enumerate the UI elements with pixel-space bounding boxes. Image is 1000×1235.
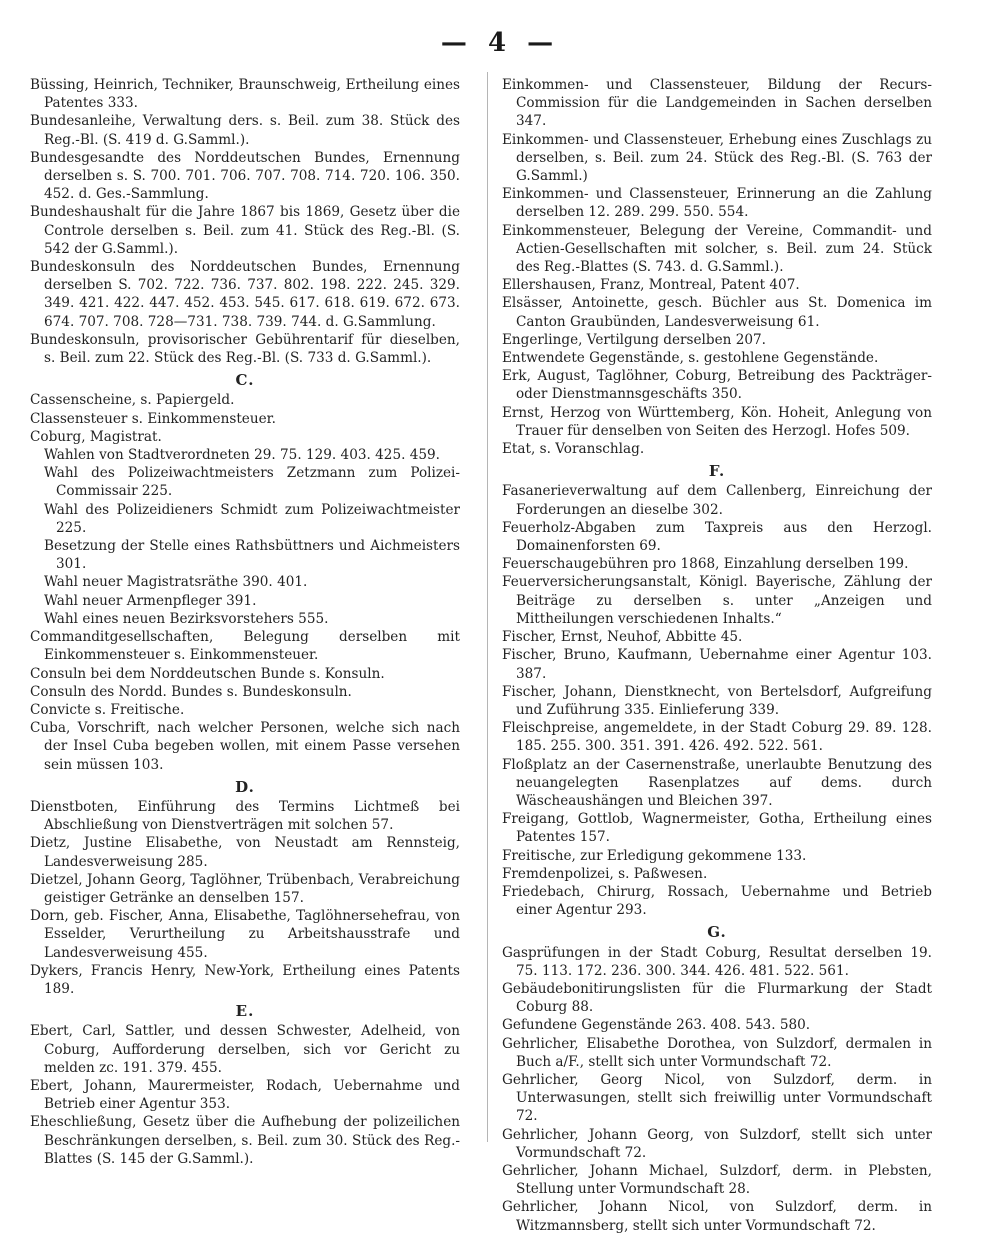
section-letter: C. xyxy=(235,371,255,390)
index-entry: Floßplatz an der Casernenstraße, unerlaubte Benutzung des neuangelegten Rasenplatzes auf dems. durch Wäscheaushängen und Bleichen 397. xyxy=(502,756,932,809)
index-entry: Ellershausen, Franz, Montreal, Patent 407. xyxy=(502,277,800,294)
index-entry: Classensteuer s. Einkommensteuer. xyxy=(30,410,276,427)
index-entry: Fremdenpolizei, s. Paßwesen. xyxy=(502,865,708,882)
index-entry: Freitische, zur Erledigung gekommene 133. xyxy=(502,847,807,864)
index-entry: Gehrlicher, Johann Michael, Sulzdorf, derm. in Plebsten, Stellung unter Vormundschaft 28. xyxy=(502,1162,932,1198)
index-entry: Coburg, Magistrat. xyxy=(30,428,162,445)
index-entry: Etat, s. Voranschlag. xyxy=(502,441,645,458)
index-entry: Fischer, Bruno, Kaufmann, Uebernahme einer Agentur 103. 387. xyxy=(502,647,932,682)
index-entry: Fleischpreise, angemeldete, in der Stadt Coburg 29. 89. 128. 185. 255. 300. 351. 391. 426. 492. 522. 561. xyxy=(502,720,932,755)
index-entry: Einkommensteuer, Belegung der Vereine, Commandit- und Actien-Gesellschaften mit solcher, s. Beil. zum 24. Stück des Reg.-Blattes (S. 743. d. G.Samml.). xyxy=(502,222,932,276)
index-entry: Feuerholz-Abgaben zum Taxpreis aus den Herzogl. Domainenforsten 69. xyxy=(502,519,932,555)
index-entry: Bundeskonsuln des Norddeutschen Bundes, Ernennung derselben S. 702. 722. 736. 737. 802. 198. 222. 245. 329. 349. 421. 422. 447. 452. 453. 545. 617. 618. 619. 672. 673. 674. 707. 708. 728—731. 738. 739. 744. d. G.Sammlung. xyxy=(30,259,460,330)
index-entry: Bundesanleihe, Verwaltung ders. s. Beil. zum 38. Stück des Reg.-Bl. (S. 419 d. G.Samml.). xyxy=(30,113,460,148)
left-column xyxy=(30,76,460,1168)
right-column xyxy=(502,76,932,1235)
index-entry: Gehrlicher, Elisabethe Dorothea, von Sulzdorf, dermalen in Buch a/F., stellt sich unter Vormundschaft 72. xyxy=(502,1035,932,1070)
index-entry: Eheschließung, Gesetz über die Aufhebung der polizeilichen Beschränkungen derselben, s. Beil. zum 30. Stück des Reg.-Blattes (S. 145 der G.Samml.). xyxy=(30,1114,460,1167)
index-entry: Gebäudebonitirungslisten für die Flurmarkung der Stadt Coburg 88. xyxy=(502,980,932,1016)
index-entry: Feuerversicherungsanstalt, Königl. Bayerische, Zählung der Beiträge zu derselben s. unter „Anzeigen und Mittheilungen verschiedenen Inhalts.“ xyxy=(502,574,932,627)
index-entry: Bundeskonsuln, provisorischer Gebührentarif für dieselben, s. Beil. zum 22. Stück des Reg.-Bl. (S. 733 d. G.Samml.). xyxy=(30,331,460,367)
section-letter: G. xyxy=(707,923,727,942)
index-entry: Entwendete Gegenstände, s. gestohlene Gegenstände. xyxy=(502,350,879,367)
index-entry: Dienstboten, Einführung des Termins Lichtmeß bei Abschließung von Dienstverträgen mit solchen 57. xyxy=(30,798,460,834)
index-entry: Dorn, geb. Fischer, Anna, Elisabethe, Taglöhnersehefrau, von Esselder, Verurtheilung zu Arbeitshausstrafe und Landesverweisung 455. xyxy=(30,908,460,961)
index-entry: Ernst, Herzog von Württemberg, Kön. Hoheit, Anlegung von Trauer für denselben von Seiten des Herzogl. Hofes 509. xyxy=(502,404,932,439)
index-entry: Cuba, Vorschrift, nach welcher Personen, welche sich nach der Insel Cuba begeben wollen, mit einem Passe versehen sein müssen 103. xyxy=(30,720,460,773)
index-entry: Fischer, Ernst, Neuhof, Abbitte 45. xyxy=(502,629,743,646)
index-entry: Bundeshaushalt für die Jahre 1867 bis 1869, Gesetz über die Controle derselben s. Beil. zum 41. Stück des Reg.-Bl. (S. 542 der G.Samml.). xyxy=(30,204,460,257)
index-entry: Einkommen- und Classensteuer, Erhebung eines Zuschlags zu derselben, s. Beil. zum 24. Stück des Reg.-Bl. (S. 763 der G.Samml.) xyxy=(502,131,932,185)
section-letter: D. xyxy=(235,777,255,796)
index-entry: Consuln bei dem Norddeutschen Bunde s. Konsuln. xyxy=(30,665,385,682)
index-entry: Bundesgesandte des Norddeutschen Bundes, Ernennung derselben s. S. 700. 701. 706. 707. 708. 714. 720. 106. 350. 452. d. Ges.-Sammlung. xyxy=(30,149,460,203)
section-letter: F. xyxy=(708,462,726,481)
index-entry: Erk, August, Taglöhner, Coburg, Betreibung des Packträger- oder Dienstmannsgeschäfts 350. xyxy=(502,368,932,403)
index-entry: Dykers, Francis Henry, New-York, Ertheilung eines Patents 189. xyxy=(30,962,460,997)
index-entry: Engerlinge, Vertilgung derselben 207. xyxy=(502,331,766,348)
index-subentry: Wahl eines neuen Bezirksvorstehers 555. xyxy=(44,610,329,627)
index-entry: Feuerschaugebühren pro 1868, Einzahlung derselben 199. xyxy=(502,556,909,573)
index-subentry: Wahl des Polizeidieners Schmidt zum Polizeiwachtmeister 225. xyxy=(44,501,460,536)
index-entry: Convicte s. Freitische. xyxy=(30,701,185,718)
index-entry: Ebert, Carl, Sattler, und dessen Schwester, Adelheid, von Coburg, Aufforderung derselben, sich vor Gericht zu melden zc. 191. 379. 455. xyxy=(30,1023,460,1076)
column-divider xyxy=(487,72,488,1142)
index-entry: Consuln des Nordd. Bundes s. Bundeskonsuln. xyxy=(30,683,352,700)
index-entry: Cassenscheine, s. Papiergeld. xyxy=(30,392,235,409)
index-entry: Gehrlicher, Georg Nicol, von Sulzdorf, derm. in Unterwasungen, stellt sich freiwillig unter Vormundschaft 72. xyxy=(502,1071,932,1125)
index-entry: Einkommen- und Classensteuer, Erinnerung an die Zahlung derselben 12. 289. 299. 550. 554. xyxy=(502,186,932,221)
index-entry: Gefundene Gegenstände 263. 408. 543. 580. xyxy=(502,1017,811,1034)
index-entry: Gasprüfungen in der Stadt Coburg, Resultat derselben 19. 75. 113. 172. 236. 300. 344. 426. 481. 522. 561. xyxy=(502,944,932,979)
index-entry: Freigang, Gottlob, Wagnermeister, Gotha, Ertheilung eines Patentes 157. xyxy=(502,811,932,846)
index-entry: Einkommen- und Classensteuer, Bildung der Recurs-Commission für die Landgemeinden in Sachen derselben 347. xyxy=(502,77,932,130)
index-entry: Elsässer, Antoinette, gesch. Büchler aus St. Domenica im Canton Graubünden, Landesverweisung 61. xyxy=(502,295,932,330)
index-entry: Friedebach, Chirurg, Rossach, Uebernahme und Betrieb einer Agentur 293. xyxy=(502,883,932,919)
index-entry: Dietz, Justine Elisabethe, von Neustadt am Rennsteig, Landesverweisung 285. xyxy=(30,835,460,870)
index-entry: Commanditgesellschaften, Belegung derselben mit Einkommensteuer s. Einkommensteuer. xyxy=(30,629,460,664)
index-subentry: Wahl neuer Magistratsräthe 390. 401. xyxy=(44,574,308,591)
index-entry: Dietzel, Johann Georg, Taglöhner, Trübenbach, Verabreichung geistiger Getränke an denselben 157. xyxy=(30,871,460,906)
index-entry: Büssing, Heinrich, Techniker, Braunschweig, Ertheilung eines Patentes 333. xyxy=(30,77,460,112)
index-subentry: Wahlen von Stadtverordneten 29. 75. 129. 403. 425. 459. xyxy=(44,447,441,464)
section-letter: E. xyxy=(235,1002,255,1021)
index-subentry: Wahl des Polizeiwachtmeisters Zetzmann zum Polizei-Commissair 225. xyxy=(44,465,460,500)
index-subentry: Wahl neuer Armenpfleger 391. xyxy=(44,592,257,609)
page-number: — 4 — xyxy=(440,28,560,58)
index-entry: Ebert, Johann, Maurermeister, Rodach, Uebernahme und Betrieb einer Agentur 353. xyxy=(30,1077,460,1113)
index-entry: Fasanerieverwaltung auf dem Callenberg, Einreichung der Forderungen an dieselbe 302. xyxy=(502,483,932,518)
index-subentry: Besetzung der Stelle eines Rathsbüttners und Aichmeisters 301. xyxy=(44,538,460,573)
index-entry: Fischer, Johann, Dienstknecht, von Bertelsdorf, Aufgreifung und Zuführung 335. Einlieferung 339. xyxy=(502,683,932,718)
index-entry: Gehrlicher, Johann Georg, von Sulzdorf, stellt sich unter Vormundschaft 72. xyxy=(502,1126,932,1161)
index-entry: Gehrlicher, Johann Nicol, von Sulzdorf, derm. in Witzmannsberg, stellt sich unter Vormundschaft 72. xyxy=(502,1199,932,1234)
